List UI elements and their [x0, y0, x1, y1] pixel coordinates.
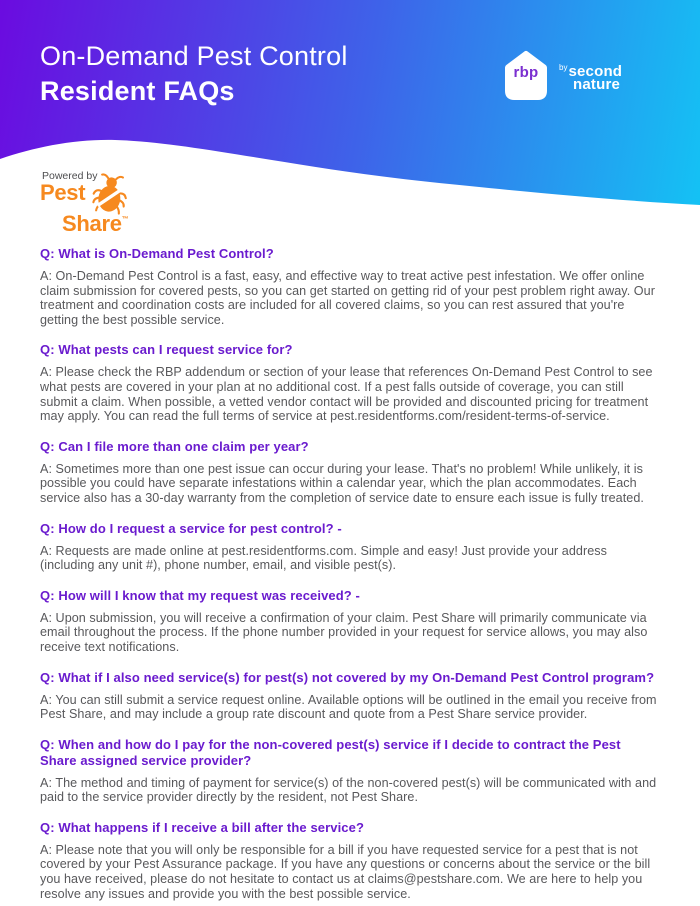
faq-item [40, 342, 660, 423]
question: Q: What happens if I receive a bill after the service? [40, 819, 365, 835]
rbp-house-icon [503, 50, 549, 102]
question: Q: What pests can I request service for? [40, 342, 293, 358]
faq-item [40, 439, 660, 506]
question: Q: Can I file more than one claim per year? [40, 438, 309, 454]
question: Q: When and how do I pay for the non-covered pest(s) service if I decide to contract the Pest Share assigned service provider? [40, 736, 621, 768]
answer: A: The method and timing of payment for service(s) of the non-covered pest(s) will be communicated with and paid to the service provider directly by the resident, not Pest Share. [40, 775, 657, 805]
powered-by-label: Powered by [42, 170, 98, 182]
faq-item [40, 737, 660, 805]
faq-item [40, 521, 660, 573]
answer: A: On-Demand Pest Control is a fast, easy, and effective way to treat active pest infestation. We offer online claim submission for covered pests, so you can get started on getting rid of your pest problem right away. Our treatment and coordination costs are included for all covered claims, so you can rest assured that you're getting the best possible service. [40, 269, 655, 327]
question: Q: What is On-Demand Pest Control? [40, 246, 274, 261]
faq-item [40, 588, 660, 655]
question: Q: What if I also need service(s) for pest(s) not covered by my On-Demand Pest Control program? [40, 669, 655, 685]
question: Q: How do I request a service for pest control? - [40, 520, 342, 536]
rbp-second-nature-logo [503, 50, 622, 102]
question: Q: How will I know that my request was received? - [40, 587, 360, 603]
nature-label: nature [573, 76, 621, 93]
pest-label: Pest [40, 180, 86, 205]
pest-share-logo [40, 170, 180, 234]
beetle-icon [90, 171, 131, 218]
answer: A: You can still submit a service request online. Available options will be outlined in the email you receive from Pest Share, and may include a group rate discount and quote from a Pest Share service provider. [40, 692, 657, 722]
answer: A: Please note that you will only be responsible for a bill if you have requested service for a pest that is not covered by your Pest Assurance package. If you have any questions or concerns about the service or the bill you have received, please do not hesitate to contact us at claims@pestshare.com. We are here to help you resolve any issues and provide you with the best possible service. [40, 842, 651, 901]
faq-list [40, 246, 660, 901]
answer: A: Please check the RBP addendum or section of your lease that references On-Demand Pest Control to see what pests are covered in your plan at no additional cost. If a pest falls outside of coverage, you can still submit a claim. When possible, a vetted vendor contact will be provided and discounted pricing for treatment may apply. You can read the full terms of service at pest.residentforms.com/resident-terms-of-service. [40, 365, 653, 424]
second-label: second [568, 63, 623, 80]
by-label: by [559, 63, 568, 72]
page-title [40, 40, 348, 109]
answer: A: Sometimes more than one pest issue can occur during your lease. That's no problem! While unlikely, it is possible you could have separate infestations within a calendar year, which the plan accommodates. Each service also has a 30-day warranty from the completion of service date to ensure each issue is fully treated. [40, 461, 644, 505]
second-nature-wordmark [559, 61, 622, 91]
rbp-wordmark: rbp [513, 64, 539, 81]
faq-item [40, 670, 660, 722]
answer: A: Requests are made online at pest.residentforms.com. Simple and easy! Just provide your address (including any unit #), phone number, email, and visible pest(s). [40, 543, 607, 573]
faq-item [40, 246, 660, 327]
trademark-symbol: ™ [121, 216, 129, 223]
title-line-2: Resident FAQs [40, 75, 235, 106]
answer: A: Upon submission, you will receive a confirmation of your claim. Pest Share will primarily communicate via email throughout the process. If the phone number provided in your request for service allows, you may also receive text notifications. [40, 610, 648, 654]
title-line-1: On-Demand Pest Control [40, 41, 348, 71]
share-label: Share [62, 211, 122, 236]
faq-item [40, 820, 660, 901]
